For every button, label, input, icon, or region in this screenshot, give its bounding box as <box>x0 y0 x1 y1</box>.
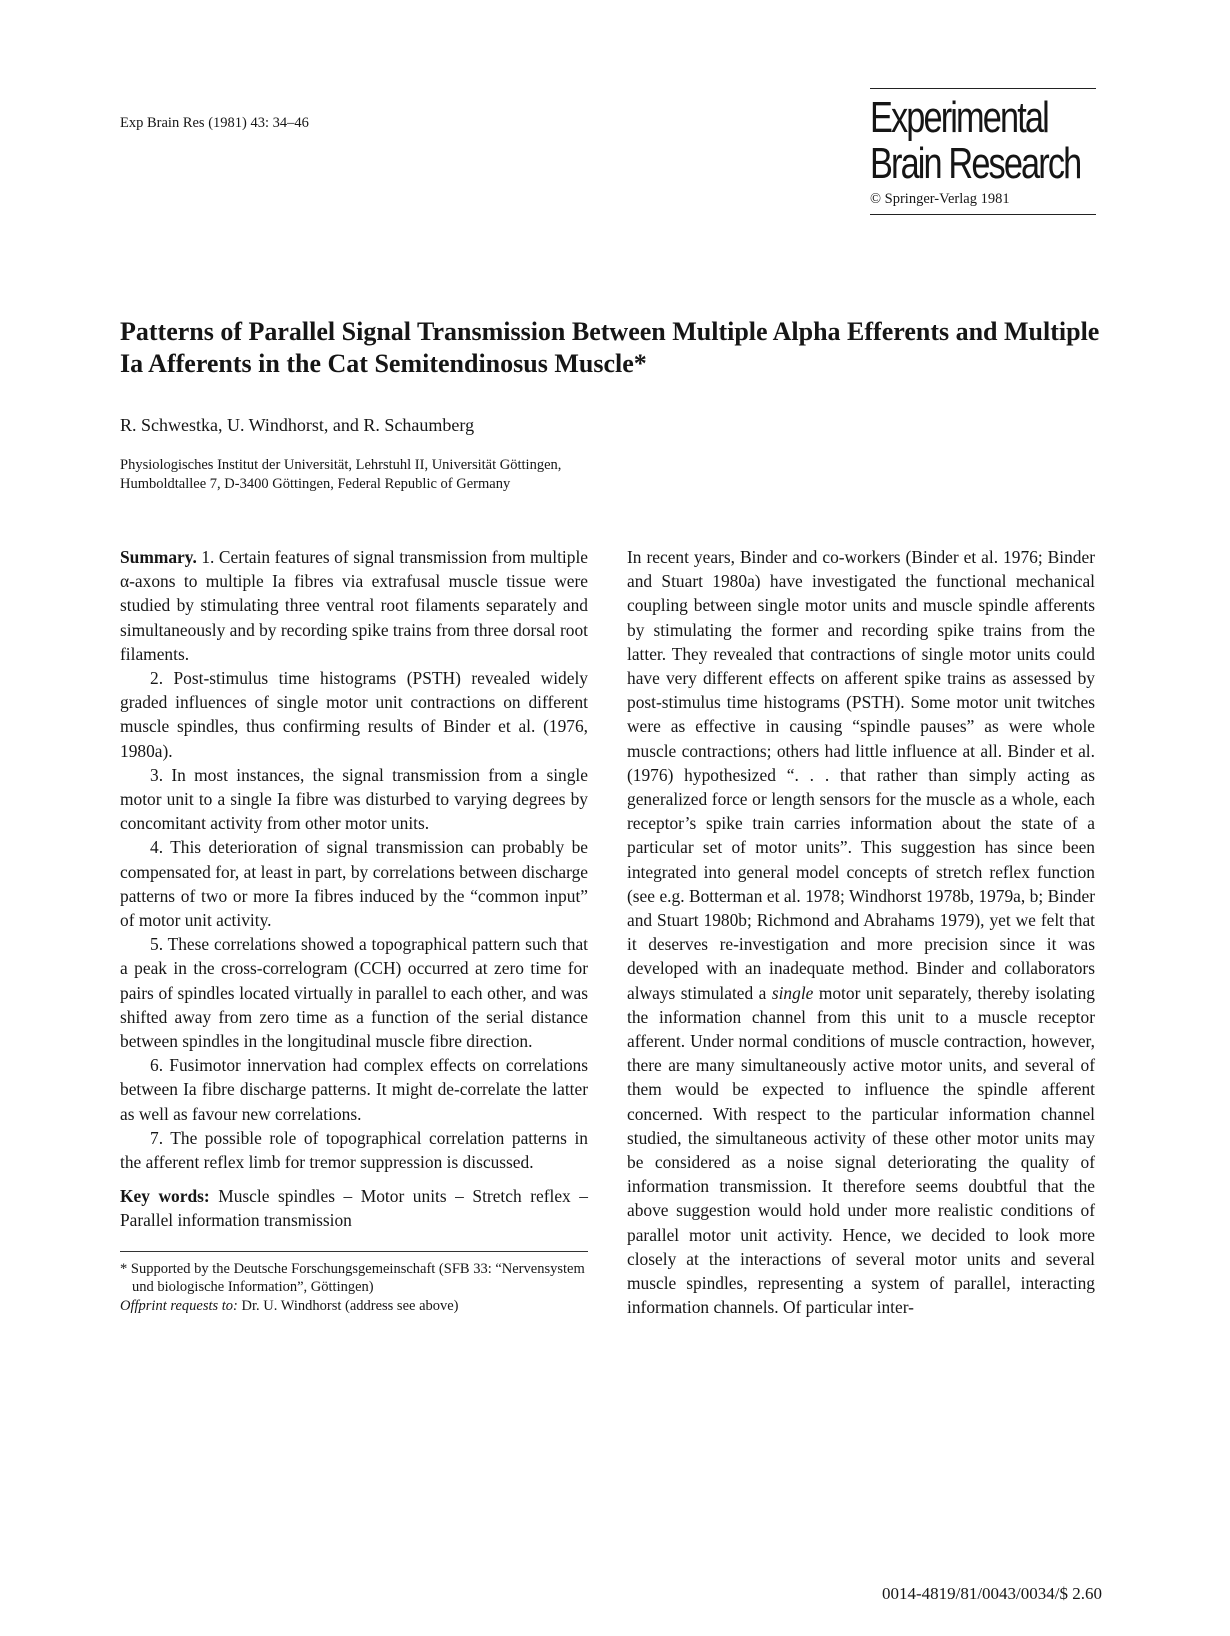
footnote-offprint: Offprint requests to: Dr. U. Windhorst (address see above) <box>120 1297 459 1314</box>
introduction-paragraph: In recent years, Binder and co-workers (Binder et al. 1976; Binder and Stuart 1980a) have investigated the functional mechanical coupling between single motor units and muscle spindle afferents by stimulating the former and recording spike trains from the latter. They revealed that contractions of single motor units could have very different effects on afferent spike trains as assessed by post-stimulus time histograms (PSTH). Some motor unit twitches were as effective in causing “spindle pauses” as were whole muscle contractions; others had little influence at all. Binder et al. (1976) hypothesized “. . . that rather than simply acting as generalized force or length sensors for the muscle as a whole, each receptor’s spike train carries information about the state of a particular set of motor units”. This suggestion has since been integrated into general model concepts of stretch reflex function (see e.g. Botterman et al. 1978; Windhorst 1978b, 1979a, b; Binder and Stuart 1980b; Richmond and Abrahams 1979), yet we felt that it deserves re-investigation and more precision since it was developed with an inadequate method. Binder and collaborators always stimulated a single motor unit separately, thereby isolating the information channel from this unit to a muscle receptor afferent. Under normal conditions of muscle contraction, however, there are many simultaneously active motor units, and several of them would be expected to influence the spindle afferent concerned. With respect to the particular information channel studied, the simultaneous activity of these other motor units may be considered as a noise signal deteriorating the quality of information transmission. It therefore seems doubtful that the above suggestion would hold under more realistic conditions of parallel motor unit activity. Hence, we decided to look more closely at the interactions of several motor units and several muscle spindles, representing a system of parallel, interacting information channels. Of particular inter- <box>627 547 1095 1318</box>
journal-logo-block <box>870 88 1096 215</box>
summary-item-2: 2. Post-stimulus time histograms (PSTH) revealed widely graded influences of single motor unit contractions on different muscle spindles, thus confirming results of Binder et al. (1976, 1980a). <box>120 668 588 761</box>
summary-item-4: 4. This deterioration of signal transmission can probably be compensated for, at least in part, by correlations between discharge patterns of two or more Ia fibres induced by the “common input” of motor unit activity. <box>120 837 588 931</box>
left-column <box>120 545 588 1315</box>
affiliation-line-1: Physiologisches Institut der Universität, Lehrstuhl II, Universität Göttingen, <box>120 457 562 473</box>
journal-citation: Exp Brain Res (1981) 43: 34–46 <box>120 115 309 131</box>
footnote-rule <box>120 1251 588 1252</box>
offprint-label: Offprint requests to: <box>120 1297 238 1314</box>
summary-item-6: 6. Fusimotor innervation had complex effects on correlations between Ia fibre discharge patterns. It might de-correlate the latter as well as favour new correlations. <box>120 1055 588 1124</box>
summary-item-7: 7. The possible role of topographical correlation patterns in the afferent reflex limb for tremor suppression is discussed. <box>120 1127 588 1173</box>
summary-item-1: Summary. 1. Certain features of signal transmission from multiple α-axons to multiple Ia fibres via extrafusal muscle tissue were studied by stimulating three ventral root filaments separately and simultaneously and by recording spike trains from three dorsal root filaments. <box>120 547 588 664</box>
keywords: Key words: Muscle spindles – Motor units – Stretch reflex – Parallel information transmission <box>120 1186 588 1231</box>
article-title: Patterns of Parallel Signal Transmission Between Multiple Alpha Efferents and Multiple Ia Afferents in the Cat Semitendinosus Muscle* <box>120 317 1100 378</box>
logo-top-rule <box>870 88 1096 89</box>
affiliation-line-2: Humboldtallee 7, D-3400 Göttingen, Federal Republic of Germany <box>120 476 511 492</box>
issn-code: 0014-4819/81/0043/0034/$ 2.60 <box>881 1584 1102 1603</box>
journal-logo-line-2: Brain Research <box>870 139 1081 188</box>
summary-item-5: 5. These correlations showed a topographical pattern such that a peak in the cross-correlogram (CCH) occurred at zero time for pairs of spindles located virtually in parallel to each other, and was shifted away from zero time as a function of the serial distance between spindles in the longitudinal muscle fibre direction. <box>120 934 588 1052</box>
copyright-notice: © Springer-Verlag 1981 <box>870 191 1010 207</box>
journal-logo-line-1: Experimental <box>870 93 1048 142</box>
author-list: R. Schwestka, U. Windhorst, and R. Schaumberg <box>120 415 475 435</box>
affiliation <box>120 456 561 494</box>
summary-item-3: 3. In most instances, the signal transmission from a single motor unit to a single Ia fibre was disturbed to varying degrees by concomitant activity from other motor units. <box>120 764 588 834</box>
right-column <box>627 545 1095 1320</box>
logo-bottom-rule <box>870 214 1096 215</box>
emphasis-single: single <box>771 982 814 1003</box>
summary-heading: Summary. <box>120 547 197 567</box>
keywords-label: Key words: <box>120 1186 210 1207</box>
footnote-support: * Supported by the Deutsche Forschungsgemeinschaft (SFB 33: “Nervensystem und biologische Information”, Göttingen) <box>120 1260 585 1296</box>
